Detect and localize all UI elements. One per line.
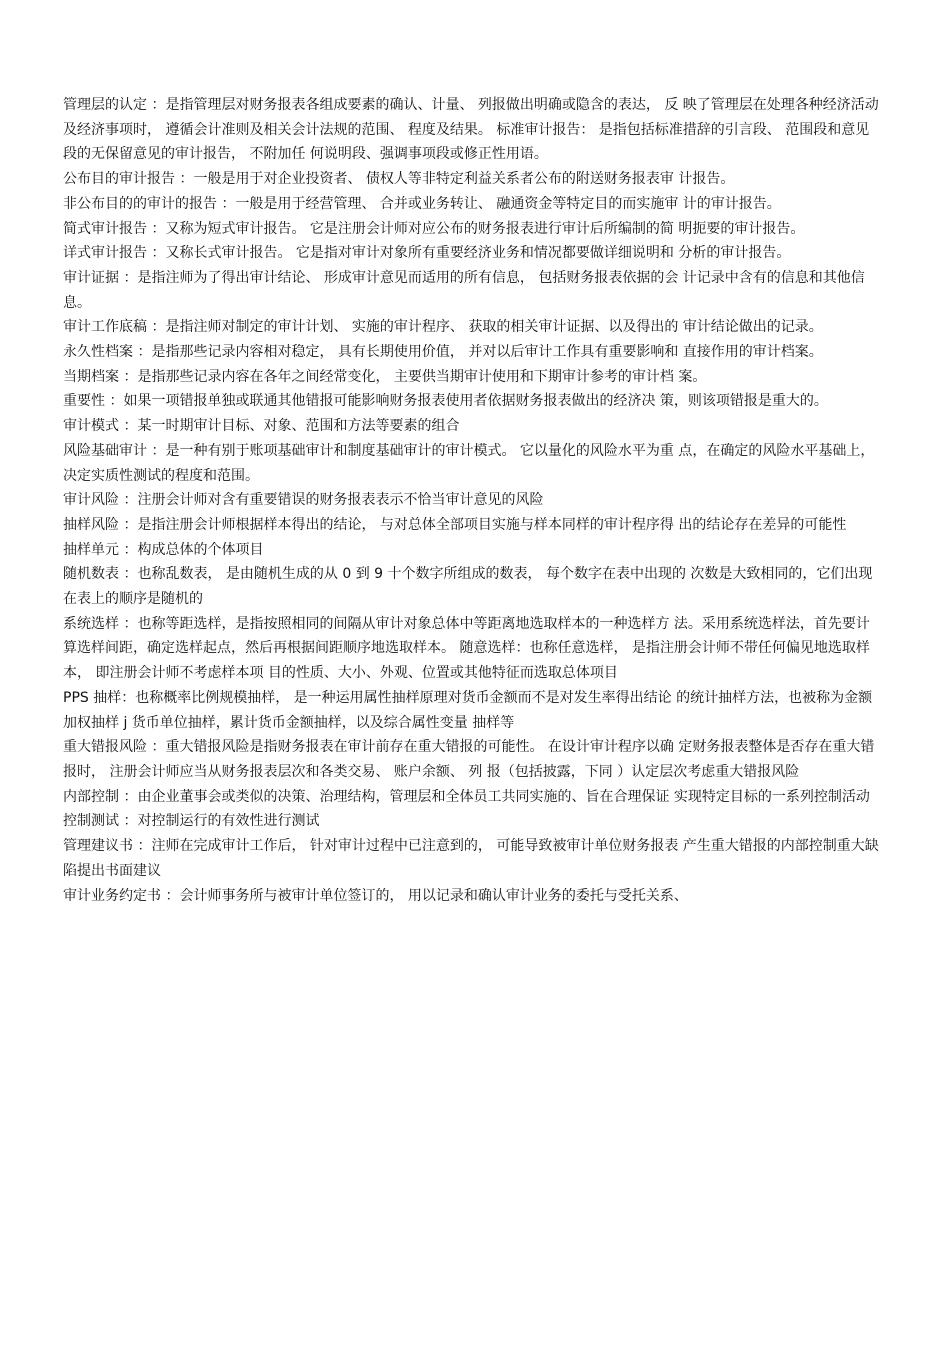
paragraph-sampling-risk: 抽样风险 ：是指注册会计师根据样本得出的结论， 与对总体全部项目实施与样本同样的审计程序得 出的结论存在差异的可能性 <box>63 516 847 533</box>
paragraph-systematic-selection: 系统选样 ：也称等距选样，是指按照相同的间隔从审计对象总体中等距离地选取样本的一种选样方 法。采用系统选样法，首先要计算选样间距，确定选样起点，然后再根据间距顺序地选取样本。 随意选样：也称任意选样， 是指注册会计师不带任何偏见地选取样本， 即注册会计师不考虑样本项 目的性质、大小、外观、位置或其他特征而选取总体项目 <box>63 615 870 682</box>
paragraph-random-number-table: 随机数表 ：也称乱数表， 是由随机生成的从 0 到 9 十个数字所组成的数表， 每个数字在表中出现的 次数是大致相同的，它们出现在表上的顺序是随机的 <box>63 566 873 608</box>
paragraph-pps-sampling: PPS 抽样：也称概率比例规模抽样， 是一种运用属性抽样原理对货币金额而不是对发生率得出结论 的统计抽样方法，也被称为金额加权抽样 j 货币单位抽样，累计货币金额抽样，以及综合属性变量 抽样等 <box>63 689 873 731</box>
paragraph-short-form-report: 简式审计报告 ：又称为短式审计报告。 它是注册会计师对应公布的财务报表进行审计后所编制的简 明扼要的审计报告。 <box>63 220 805 237</box>
paragraph-audit-model: 审计模式 ：某一时期审计目标、对象、范围和方法等要素的组合 <box>63 418 460 435</box>
paragraph-material-misstatement-risk: 重大错报风险 ：重大错报风险是指财务报表在审计前存在重大错报的可能性。 在设计审计程序以确 定财务报表整体是否存在重大错报时， 注册会计师应当从财务报表层次和各类交易、 账户余额、 列 报（包括披露，下同 ）认定层次考虑重大错报风险 <box>63 739 875 780</box>
paragraph-long-form-report: 详式审计报告 ：又称长式审计报告。 它是指对审计对象所有重要经济业务和情况都要做详细说明和 分析的审计报告。 <box>63 245 791 262</box>
paragraph-control-testing: 控制测试 ：对控制运行的有效性进行测试 <box>63 813 320 830</box>
paragraph-audit-risk: 审计风险 ：注册会计师对含有重要错误的财务报表表示不恰当审计意见的风险 <box>63 492 544 509</box>
paragraph-materiality: 重要性 ：如果一项错报单独或联通其他错报可能影响财务报表使用者依据财务报表做出的经济决 策，则该项错报是重大的。 <box>63 393 828 410</box>
paragraph-risk-based-audit: 风险基础审计 ：是一种有别于账项基础审计和制度基础审计的审计模式。 它以量化的风险水平为重 点，在确定的风险水平基础上，决定实质性测试的程度和范围。 <box>63 442 875 484</box>
paragraph-management-letter: 管理建议书 ：注师在完成审计工作后， 针对审计过程中已注意到的， 可能导致被审计单位财务报表 产生重大错报的内部控制重大缺陷提出书面建议 <box>63 838 879 879</box>
paragraph-permanent-file: 永久性档案 ：是指那些记录内容相对稳定， 具有长期使用价值， 并对以后审计工作具有重要影响和 直接作用的审计档案。 <box>63 344 823 361</box>
paragraph-management-assertion: 管理层的认定 ：是指管理层对财务报表各组成要素的确认、计量、 列报做出明确或隐含的表达， 反 映了管理层在处理各种经济活动及经济事项时， 遵循会计准则及相关会计法规的范围、 程度及结果。 标准审计报告： 是指包括标准措辞的引言段、 范围段和意见段的无保留意见的审计报告， 不附加任 何说明段、强调事项段或修正性用语。 <box>63 97 879 163</box>
paragraph-public-audit-report: 公布目的审计报告 ：一般是用于对企业投资者、 债权人等非特定利益关系者公布的附送财务报表审 计报告。 <box>63 171 735 188</box>
paragraph-engagement-letter: 审计业务约定书 ：会计师事务所与被审计单位签订的， 用以记录和确认审计业务的委托与受托关系、 <box>63 887 688 904</box>
paragraph-audit-evidence: 审计证据 ：是指注师为了得出审计结论、 形成审计意见而适用的所有信息， 包括财务报表依据的会 计记录中含有的信息和其他信息。 <box>63 269 865 311</box>
paragraph-internal-control: 内部控制 ：由企业董事会或类似的决策、治理结构，管理层和全体员工共同实施的、旨在合理保证 实现特定目标的一系列控制活动 <box>63 788 870 805</box>
paragraph-nonpublic-audit-report: 非公布目的的审计的报告 ：一般是用于经营管理、 合并或业务转让、 融通资金等特定目的而实施审 计的审计报告。 <box>63 195 781 212</box>
paragraph-sampling-unit: 抽样单元 ：构成总体的个体项目 <box>63 541 264 558</box>
paragraph-current-file: 当期档案 ：是指那些记录内容在各年之间经常变化， 主要供当期审计使用和下期审计参考的审计档 案。 <box>63 368 707 385</box>
document-body <box>63 93 879 908</box>
paragraph-working-papers: 审计工作底稿 ：是指注师对制定的审计计划、 实施的审计程序、 获取的相关审计证据、以及得出的 审计结论做出的记录。 <box>63 319 823 336</box>
